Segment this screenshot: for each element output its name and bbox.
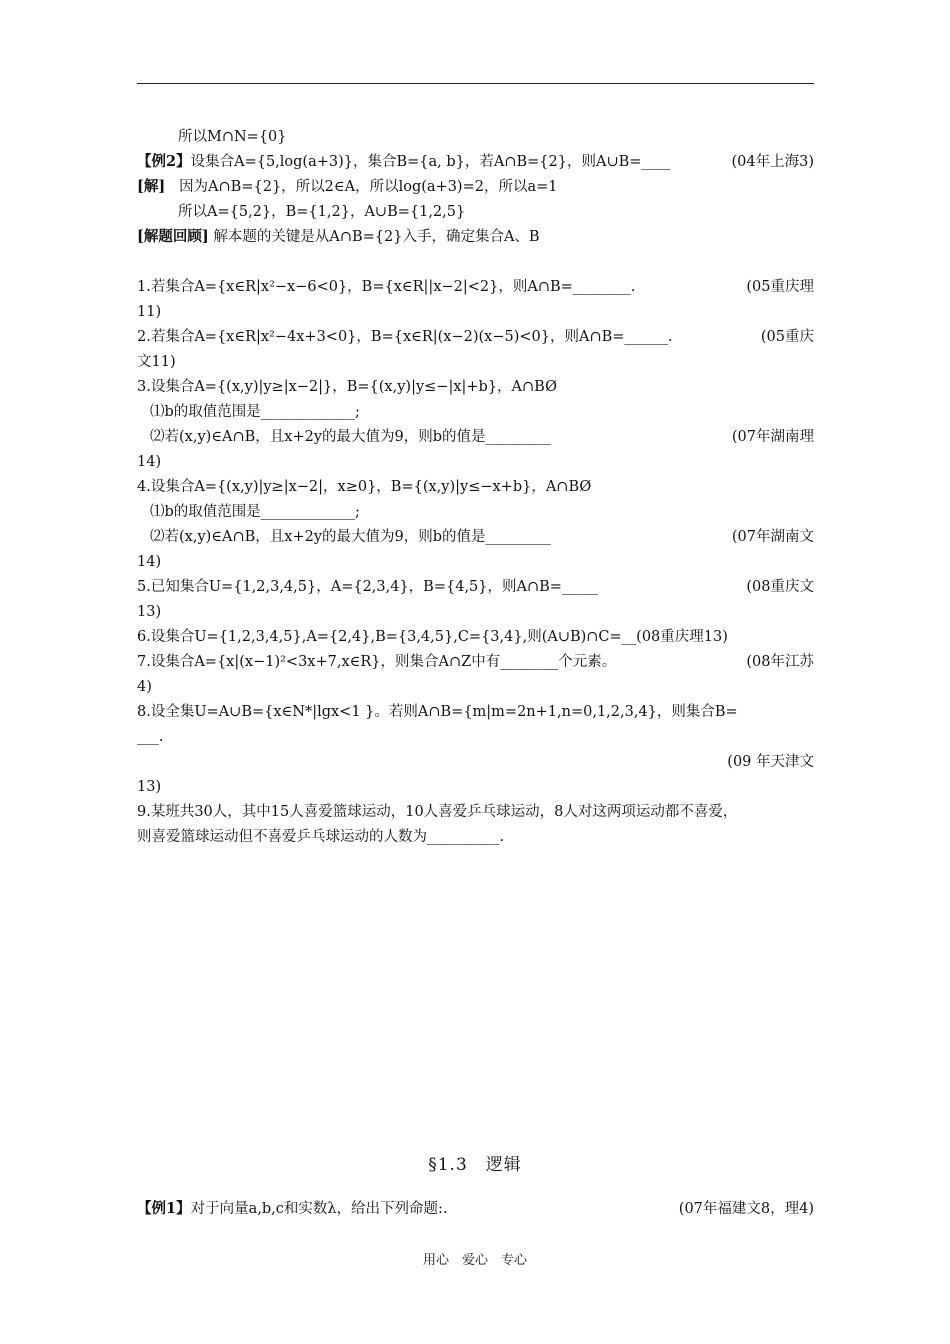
example2-solution [137, 177, 814, 197]
section-example1-text: 对于向量a,b,c和实数λ，给出下列命题:. [190, 1201, 448, 1217]
exercise-5-source: (08重庆文 [746, 579, 814, 595]
exercise-1-text: 1.若集合A={x∈R|x²−x−6<0}，B={x∈R||x−2|<2}，则A∩B=________. [137, 279, 636, 295]
exercise-5-cont: 13) [137, 604, 162, 620]
example2-review [137, 227, 814, 247]
section-example1-source: (07年福建文8，理4) [678, 1201, 814, 1217]
example1-conclusion: 所以M∩N={0} [178, 129, 287, 145]
exercise-7-source: (08年江苏 [746, 654, 814, 670]
exercise-2-source: (05重庆 [760, 329, 814, 345]
solution-tag: [解] [137, 178, 166, 195]
exercise-9-cont: 则喜爱篮球运动但不喜爱乒乓球运动的人数为__________. [137, 829, 505, 845]
exercise-5 [137, 577, 814, 597]
exercise-4-part2-text: ⑵若(x,y)∈A∩B，且x+2y的最大值为9，则b的值是_________ [150, 529, 551, 545]
exercise-3: 3.设集合A={(x,y)|y≥|x−2|}，B={(x,y)|y≤−|x|+b}，A∩BØ [137, 379, 557, 395]
exercise-3-cont: 14) [137, 454, 162, 470]
exercise-1-cont: 11) [137, 304, 162, 320]
header-rule [137, 83, 814, 84]
exercise-3-part1: ⑴b的取值范围是_____________; [150, 404, 360, 420]
exercise-5-text: 5.已知集合U={1,2,3,4,5}，A={2,3,4}，B={4,5}，则A∩B=_____ [137, 579, 599, 595]
exercise-8-blank: ___. [137, 729, 164, 745]
example2-question [137, 152, 814, 172]
section-example1-tag: 【例1】 [137, 1200, 191, 1217]
example2-text: 设集合A={5,log(a+3)}，集合B={a, b}，若A∩B={2}，则A∪B=____ [190, 154, 671, 170]
exercise-3-source: (07年湖南理 [731, 429, 814, 445]
exercise-3-part2 [150, 427, 814, 447]
review-text: 解本题的关键是从A∩B={2}入手，确定集合A、B [213, 229, 540, 245]
exercise-2 [137, 327, 814, 347]
exercise-8-source: (09 年天津文 [727, 754, 814, 770]
exercise-1-source: (05重庆理 [746, 279, 814, 295]
exercise-4: 4.设集合A={(x,y)|y≥|x−2|，x≥0}，B={(x,y)|y≤−x+b}，A∩BØ [137, 479, 592, 495]
section-title: §1.3 逻辑 [428, 1155, 522, 1175]
exercise-2-cont: 文11) [137, 354, 176, 370]
page-footer: 用心 爱心 专心 [422, 1253, 527, 1268]
solution-line-1: 因为A∩B={2}，所以2∈A，所以log(a+3)=2，所以a=1 [179, 179, 558, 195]
exercise-8: 8.设全集U=A∪B={x∈N*|lgx<1 }。若则A∩B={m|m=2n+1,n=0,1,2,3,4}，则集合B= [137, 704, 738, 720]
exercise-3-part2-text: ⑵若(x,y)∈A∩B，且x+2y的最大值为9，则b的值是_________ [150, 429, 551, 445]
section-example1 [137, 1199, 814, 1219]
exercise-6: 6.设集合U={1,2,3,4,5},A={2,4},B={3,4,5},C={3,4},则(A∪B)∩C=__(08重庆理13) [137, 629, 728, 645]
review-tag: [解题回顾] [137, 228, 209, 245]
exercise-2-text: 2.若集合A={x∈R|x²−4x+3<0}，B={x∈R|(x−2)(x−5)<0}，则A∩B=______. [137, 329, 673, 345]
exercise-7 [137, 652, 814, 672]
example2-source: (04年上海3) [731, 154, 814, 170]
exercise-4-cont: 14) [137, 554, 162, 570]
exercise-7-text: 7.设集合A={x|(x−1)²<3x+7,x∈R}，则集合A∩Z中有________个元素。 [137, 654, 617, 670]
exercise-1 [137, 277, 814, 297]
exercise-7-cont: 4) [137, 679, 152, 695]
exercise-9: 9.某班共30人，其中15人喜爱篮球运动，10人喜爱乒乓球运动，8人对这两项运动都不喜爱， [137, 804, 738, 820]
solution-line-2: 所以A={5,2}，B={1,2}，A∪B={1,2,5} [178, 204, 466, 220]
exercise-8-cont: 13) [137, 779, 162, 795]
exercise-4-source: (07年湖南文 [731, 529, 814, 545]
example2-tag: 【例2】 [137, 153, 191, 170]
exercise-4-part2 [150, 527, 814, 547]
exercise-4-part1: ⑴b的取值范围是_____________; [150, 504, 360, 520]
